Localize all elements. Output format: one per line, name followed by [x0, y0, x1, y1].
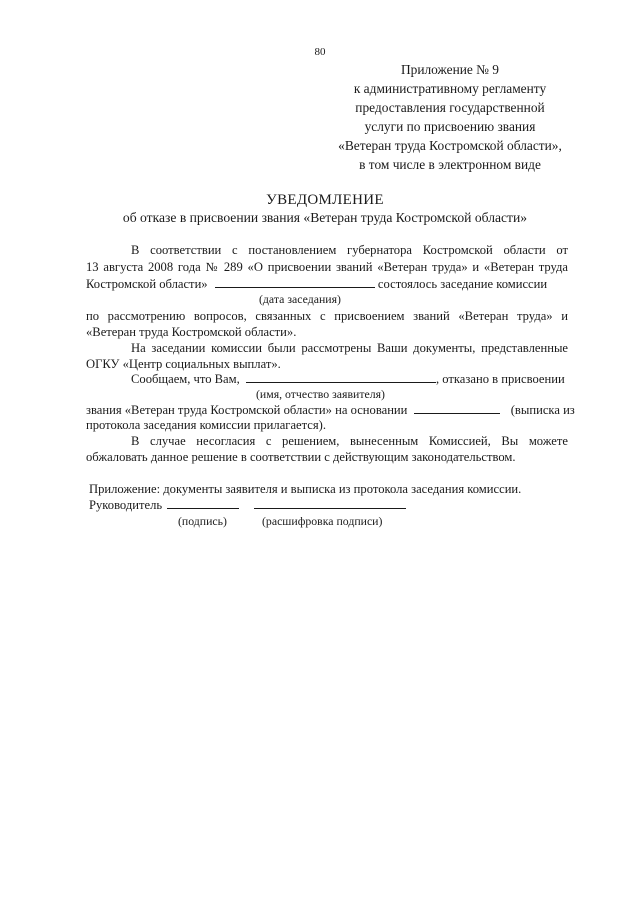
body-line: «Ветеран труда Костромской области». — [86, 325, 297, 339]
appendix-header — [300, 60, 600, 174]
appendix-line: услуги по присвоению звания — [364, 119, 536, 134]
body-line: ОГКУ «Центр социальных выплат». — [86, 357, 281, 371]
body-line-with-basis — [86, 402, 575, 418]
attachment-note: Приложение: документы заявителя и выписка из протокола заседания комиссии. — [89, 482, 522, 496]
basis-blank — [414, 402, 500, 414]
body-line: В случае несогласия с решением, вынесенным Комиссией, Вы можете — [131, 434, 568, 448]
body-line: протокола заседания комиссии прилагается). — [86, 418, 327, 432]
signature-hint: (подпись) — [178, 514, 227, 528]
body-text: Сообщаем, что Вам, — [131, 372, 240, 386]
body-line-with-date — [86, 276, 547, 292]
signature-line — [89, 497, 406, 513]
appendix-line: Приложение № 9 — [400, 62, 500, 77]
document-title: УВЕДОМЛЕНИЕ — [266, 192, 384, 208]
meeting-date-blank — [215, 276, 375, 288]
body-line-with-name — [131, 371, 565, 387]
body-line: по рассмотрению вопросов, связанных с присвоением званий «Ветеран труда» и — [86, 309, 568, 323]
body-text: состоялось заседание комиссии — [377, 277, 548, 291]
appendix-line: в том числе в электронном виде — [359, 157, 541, 172]
appendix-line: «Ветеран труда Костромской области», — [338, 138, 562, 153]
signature-decode-blank — [254, 497, 406, 509]
appendix-line: предоставления государственной — [355, 100, 545, 115]
appendix-line: к административному регламенту — [353, 81, 547, 96]
page-number: 80 — [314, 46, 326, 58]
document-subtitle: об отказе в присвоении звания «Ветеран труда Костромской области» — [122, 210, 528, 225]
body-text: (выписка из — [510, 403, 575, 417]
body-line: обжаловать данное решение в соответствии с действующим законодательством. — [86, 450, 516, 464]
applicant-name-blank — [246, 371, 436, 383]
head-label: Руководитель — [89, 498, 163, 512]
body-line: В соответствии с постановлением губернатора Костромской области от — [131, 243, 568, 257]
name-hint: (имя, отчество заявителя) — [256, 387, 385, 401]
body-line: 13 августа 2008 года № 289 «О присвоении званий «Ветеран труда» и «Ветеран труда — [86, 260, 568, 274]
date-hint: (дата заседания) — [259, 292, 341, 306]
body-line: На заседании комиссии были рассмотрены Ваши документы, представленные — [131, 341, 568, 355]
signature-blank — [167, 497, 239, 509]
body-text: Костромской области» — [86, 277, 208, 291]
body-text: звания «Ветеран труда Костромской области» на основании — [86, 403, 408, 417]
signature-decode-hint: (расшифровка подписи) — [262, 514, 383, 528]
body-text: , отказано в присвоении — [435, 372, 565, 386]
